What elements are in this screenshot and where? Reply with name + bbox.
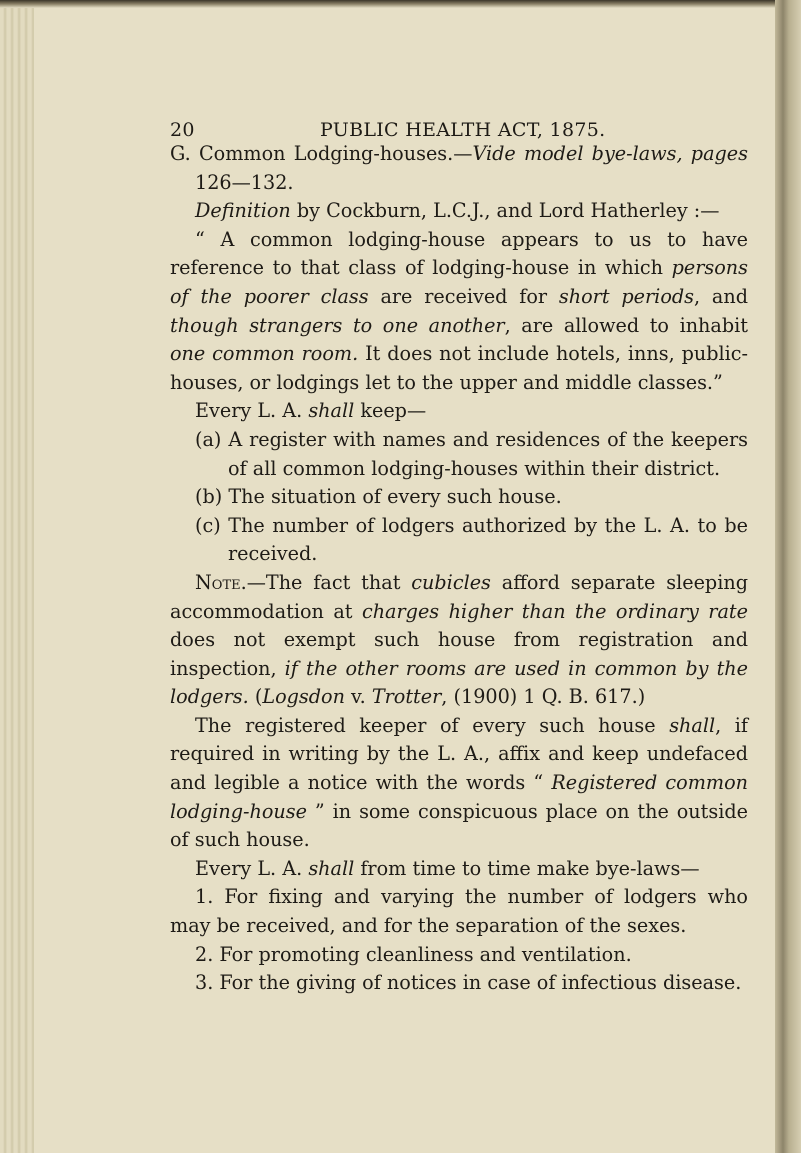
definition-quote: “ A common lodging-house appears to us to have reference to that class of lodging-house in which persons of the poorer class are received for short periods, and though strangers to one another, are allowed to inhabit one common room. It does not include hotels, inns, public-houses, or lodgings let to the upper and middle classes.”: [170, 227, 749, 394]
list-item: 3. For the giving of notices in case of infectious disease.: [195, 971, 742, 995]
section-title: Common Lodging-houses.—: [198, 142, 473, 165]
list-item: 2. For promoting cleanliness and ventilation.: [195, 942, 632, 966]
definition-paragraph: Definition by Cockburn, L.C.J., and Lord Hatherley :—: [195, 199, 720, 223]
registered-paragraph: The registered keeper of every such house shall, if required in writing by the L. A., affix and keep undefaced and legible a notice with the words “ Registered common lodging-house ” in some conspicuous place on the outside of such house.: [170, 713, 749, 852]
list-item: (b) The situation of every such house.: [195, 485, 562, 509]
section-letter: G.: [170, 142, 191, 165]
body-text: [170, 140, 748, 998]
note-label: Note.: [195, 570, 247, 594]
list-item: 1. For fixing and varying the number of lodgers who may be received, and for the separation of the sexes.: [170, 885, 748, 938]
note-paragraph: Note.—The fact that cubicles afford separate sleeping accommodation at charges higher than the ordinary rate does not exempt such house from registration and inspection, if the other rooms are used in common by the lodgers. (Logsdon v. Trotter, (1900) 1 Q. B. 617.): [170, 570, 748, 709]
page-number: 20: [170, 119, 195, 141]
section-reference: Vide model bye-laws, pages: [472, 142, 748, 165]
byelaws-intro: Every L. A. shall from time to time make bye-laws—: [195, 856, 700, 880]
definition-label: Definition: [195, 199, 291, 223]
keep-intro: Every L. A. shall keep—: [195, 399, 427, 423]
list-item: (c) The number of lodgers authorized by the L. A. to be received.: [195, 513, 749, 566]
section-heading: [170, 140, 748, 197]
section-pages: 126—132.: [195, 170, 294, 194]
running-title: PUBLIC HEALTH ACT, 1875.: [320, 119, 606, 141]
list-item: (a) A register with names and residences of the keepers of all common lodging-houses within their district.: [195, 427, 748, 480]
